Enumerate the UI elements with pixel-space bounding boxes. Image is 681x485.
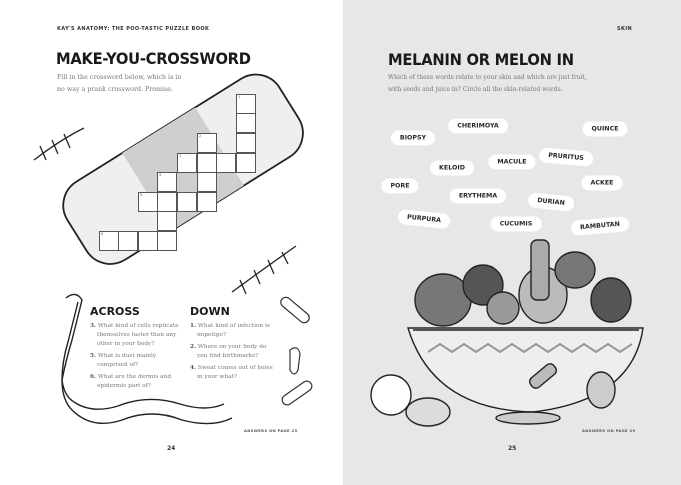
clue — [90, 352, 182, 370]
word-pore[interactable]: PORE — [381, 179, 418, 194]
clue — [190, 322, 278, 340]
clue-number: 6 — [101, 232, 104, 236]
clue-number: 5 — [140, 193, 143, 197]
clue — [90, 373, 182, 391]
word-purpura[interactable]: PURPURA — [397, 209, 450, 229]
intro-line: Which of these words relate to your skin and which are just fruit, — [388, 74, 587, 81]
word-rambutan[interactable]: RAMBUTAN — [571, 216, 630, 236]
crossword-cell[interactable] — [197, 153, 217, 173]
page-number: 24 — [167, 445, 176, 452]
across-clues — [90, 322, 182, 394]
clue-text: What is dust mainly comprised of? — [97, 353, 157, 369]
crossword-cell[interactable] — [157, 172, 177, 192]
word-cucumis[interactable]: CUCUMIS — [491, 217, 542, 232]
word-durian[interactable]: DURIAN — [527, 192, 574, 212]
word-biopsy[interactable]: BIOPSY — [391, 131, 435, 146]
crossword-cell[interactable] — [236, 94, 256, 114]
down-heading: DOWN — [190, 305, 230, 318]
crossword-cell[interactable] — [177, 192, 197, 212]
clue-number: 1 — [238, 95, 241, 99]
word-pruritus[interactable]: PRURITUS — [539, 147, 594, 167]
clue-num: 6. — [90, 374, 97, 381]
clue-number: 2 — [199, 134, 202, 138]
crossword-cell[interactable] — [99, 231, 119, 251]
word-cherimoya[interactable]: CHERIMOYA — [448, 119, 508, 134]
down-clues — [190, 322, 278, 385]
clue-num: 1. — [190, 323, 197, 329]
crossword-cell[interactable] — [236, 133, 256, 153]
crossword-cell[interactable] — [197, 133, 217, 153]
page-title: MELANIN OR MELON IN — [388, 50, 574, 69]
word-keloid[interactable]: KELOID — [430, 161, 474, 176]
clue-number: 3 — [179, 154, 182, 158]
word-erythema[interactable]: ERYTHEMA — [450, 189, 506, 204]
clue-num: 5. — [90, 353, 97, 360]
fruit-bowl-illustration — [343, 0, 681, 485]
crossword-cell[interactable] — [216, 153, 236, 173]
clue-num: 3. — [90, 323, 97, 329]
clue-number: 4 — [159, 173, 162, 177]
intro-line: Fill in the crossword below, which is in — [57, 74, 182, 81]
intro-line: no way a prank crossword. Promise. — [57, 85, 173, 93]
clue — [190, 364, 278, 382]
page-title: MAKE-YOU-CROSSWORD — [56, 49, 251, 68]
clue-text: Where on your body do you find birthmarks? — [197, 343, 267, 360]
clue — [90, 322, 182, 350]
word-quince[interactable]: QUINCE — [582, 122, 627, 137]
right-page — [343, 0, 681, 485]
word-macule[interactable]: MACULE — [488, 155, 535, 170]
crossword-cell[interactable] — [197, 192, 217, 212]
crossword-cell[interactable] — [157, 231, 177, 251]
clue-text: What are the dermis and epidermis part of? — [97, 374, 172, 390]
clue-text: What kind of cells replicate themselves faster than any other in your body? — [97, 323, 179, 348]
crossword-cell[interactable] — [118, 231, 138, 251]
crossword-cell[interactable] — [197, 172, 217, 192]
crossword-cell[interactable] — [157, 211, 177, 231]
clue-text: Sweat comes out of holes in your what? — [197, 364, 273, 381]
word-ackee[interactable]: ACKEE — [582, 176, 623, 191]
running-head: KAY'S ANATOMY: THE POO-TASTIC PUZZLE BOOK — [57, 26, 210, 32]
clue-text: What kind of infection is impetigo? — [197, 323, 270, 339]
answers-note: ANSWERS ON PAGE 25 — [244, 428, 298, 433]
answers-note: ANSWERS ON PAGE 29 — [582, 428, 636, 433]
intro-line: with seeds and juice in? Circle all the skin-related words. — [388, 85, 563, 93]
crossword-cell[interactable] — [138, 192, 158, 212]
crossword-cell[interactable] — [236, 153, 256, 173]
clue-num: 2. — [190, 343, 197, 350]
crossword-cell[interactable] — [236, 113, 256, 133]
crossword-cell[interactable] — [157, 192, 177, 212]
running-head: SKIN — [617, 26, 633, 32]
clue-num: 4. — [190, 364, 197, 371]
crossword-cell[interactable] — [138, 231, 158, 251]
plaster-doodles — [279, 295, 314, 407]
across-heading: ACROSS — [90, 305, 140, 318]
crossword-cell[interactable] — [177, 153, 197, 173]
page-number: 25 — [508, 445, 517, 452]
clue — [190, 343, 278, 361]
